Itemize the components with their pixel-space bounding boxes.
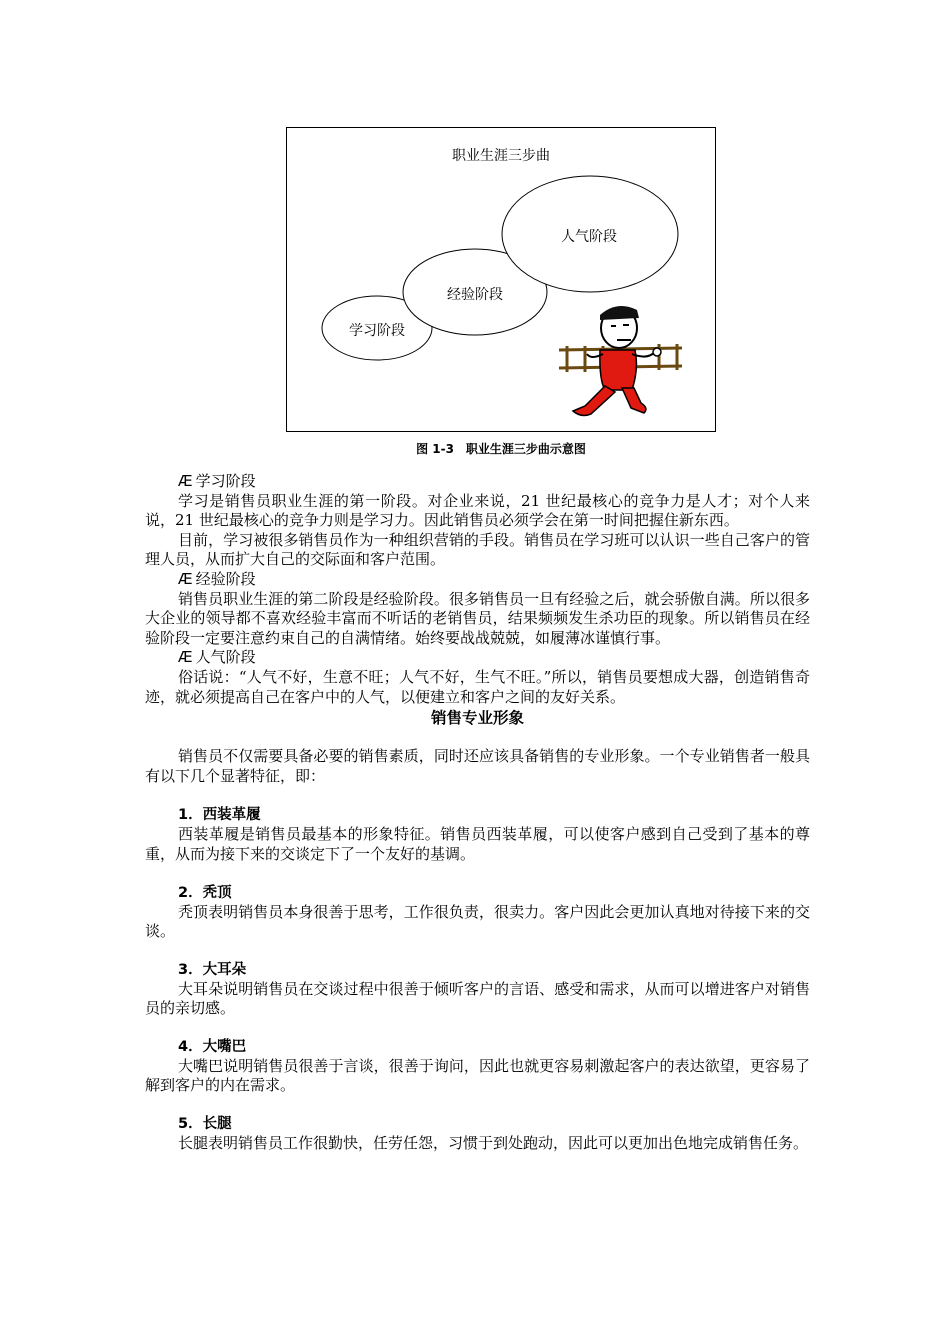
trait-text: 西装革履是销售员最基本的形象特征。销售员西装革履，可以使客户感到自己受到了基本的尊重，从而为接下来的交谈定下了一个友好的基调。 (145, 825, 810, 863)
stage-label-popularity: 人气阶段 (561, 229, 617, 245)
paragraph: 学习是销售员职业生涯的第一阶段。对企业来说，21 世纪最核心的竞争力是人才；对个人来说，21 世纪最核心的竞争力则是学习力。因此销售员必须学会在第一时间把握住新东西。 (145, 491, 810, 530)
stage-label-learning: 学习阶段 (349, 323, 405, 339)
stage-heading: Æ 学习阶段 (178, 472, 256, 490)
bullet-mark: Æ (178, 569, 193, 588)
trait-heading: 1．西装革履 (178, 807, 261, 824)
trait-text: 秃顶表明销售员本身很善于思考，工作很负责，很卖力。客户因此会更加认真地对待接下来的交谈。 (145, 902, 810, 941)
section-intro: 销售员不仅需要具备必要的销售素质，同时还应该具备销售的专业形象。一个专业销售者一般具有以下几个显著特征，即： (145, 747, 810, 785)
trait-heading: 3．大耳朵 (178, 961, 247, 978)
stage-heading: Æ 经验阶段 (178, 569, 256, 588)
stage-label-experience: 经验阶段 (447, 287, 503, 303)
paragraph: 销售员职业生涯的第二阶段是经验阶段。很多销售员一旦有经验之后，就会骄傲自满。所以很多大企业的领导都不喜欢经验丰富而不听话的老销售员，结果频频发生杀功臣的现象。所以销售员在经验阶段一定要注意约束自己的自满情绪。始终要战战兢兢，如履薄冰谨慎行事。 (145, 589, 810, 647)
stage-heading: Æ 人气阶段 (178, 648, 256, 667)
trait-text: 长腿表明销售员工作很勤快，任劳任怨，习惯于到处跑动，因此可以更加出色地完成销售任务。 (178, 1134, 809, 1153)
paragraph: 目前，学习被很多销售员作为一种组织营销的手段。销售员在学习班可以认识一些自己客户的管理人员，从而扩大自己的交际面和客户范围。 (145, 530, 810, 569)
diagram-drawing (287, 128, 717, 433)
trait-heading: 4．大嘴巴 (178, 1038, 247, 1055)
trait-heading: 5．长腿 (178, 1116, 232, 1133)
trait-heading: 2．秃顶 (178, 884, 232, 901)
trait-text: 大耳朵说明销售员在交谈过程中很善于倾听客户的言语、感受和需求，从而可以增进客户对销售员的亲切感。 (145, 979, 810, 1018)
paragraph: 俗话说：“人气不好，生意不旺；人气不好，生气不旺。”所以，销售员要想成大器，创造销售奇迹，就必须提高自己在客户中的人气，以便建立和客户之间的友好关系。 (145, 667, 810, 706)
salesman-ladder-illustration (559, 306, 682, 415)
document-body (145, 472, 810, 1154)
section-title: 销售专业形象 (430, 709, 524, 728)
bullet-mark: Æ (178, 472, 193, 490)
figure-caption: 图 1-3 职业生涯三步曲示意图 (416, 442, 586, 456)
career-diagram (286, 127, 716, 432)
diagram-title: 职业生涯三步曲 (452, 148, 550, 164)
trait-text: 大嘴巴说明销售员很善于言谈，很善于询问，因此也就更容易刺激起客户的表达欲望，更容易了解到客户的内在需求。 (145, 1056, 810, 1095)
bullet-mark: Æ (178, 648, 193, 667)
